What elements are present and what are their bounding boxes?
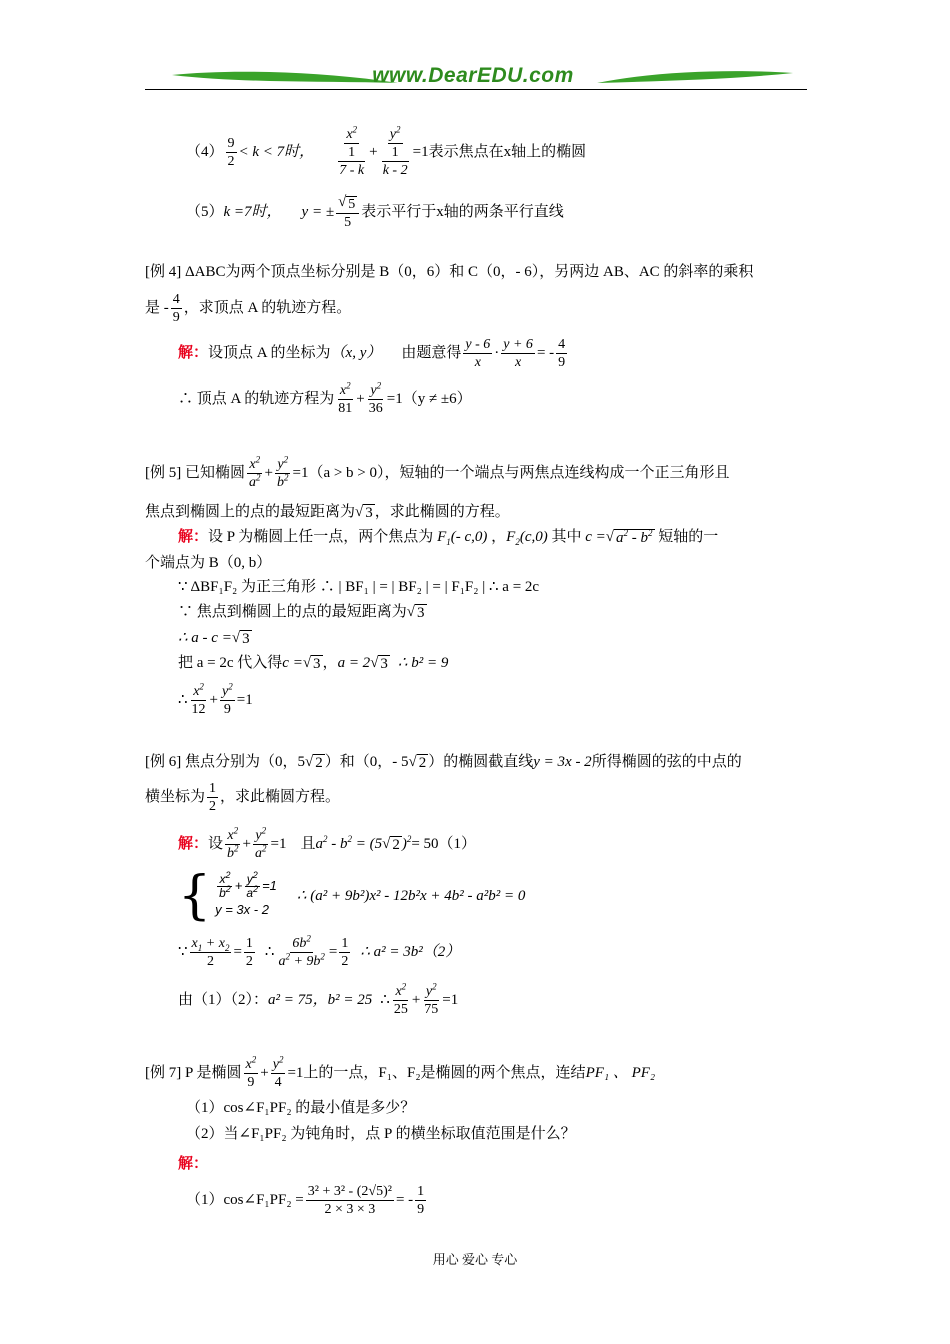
solution-text: 设顶点 A 的坐标为 <box>208 345 331 361</box>
numerator: 1 <box>245 935 253 951</box>
problem-text: ，求顶点 A 的轨迹方程。 <box>183 300 352 316</box>
numerator: $y^2$ <box>255 824 267 843</box>
denominator: x <box>474 354 481 370</box>
example-5-line-1: [例 5] 已知椭圆 $\frac{x^2}{a^2}$ + $\frac{y^2}{b^2}$ =1（a > b > 0），短轴的一个端点与两焦点连线构成一个正三角形且 <box>145 453 730 490</box>
problem-text: 已知椭圆 <box>185 465 246 481</box>
item-label: （4） <box>186 144 224 160</box>
denominator: $a^2 + 9b^2$ <box>278 950 325 969</box>
problem-text: 横坐标为 <box>145 789 206 805</box>
problem-text: 焦点分别为（0，5 <box>185 754 306 770</box>
denominator: x <box>514 354 522 370</box>
solution-text: 设 <box>208 836 224 852</box>
solution-text: ∴ a - c = <box>178 630 232 646</box>
numerator: $y^2$ <box>370 379 382 398</box>
example-5-solution-5: ∴ a - c = √ 3 <box>178 630 250 647</box>
numerator: $y^2$ <box>272 1053 284 1072</box>
denominator: 9 <box>247 1074 255 1090</box>
fraction <box>226 135 237 170</box>
fraction <box>422 980 440 1018</box>
example-6-line-1: [例 6] 焦点分别为（0，5 √ 2 ）和（0，- 5 √ 2 ）的椭圆截直线 y = 3x - 2 所得椭圆的弦的中点的 <box>145 754 742 771</box>
example-5-solution-4: ∵ 焦点到椭圆上的点的最短距离为 √ 3 <box>178 604 425 621</box>
problem-text: =1上的一点，F₁、F₂是椭圆的两个焦点，连结 <box>287 1065 586 1081</box>
numerator: $6b^2$ <box>292 932 311 951</box>
system-brace: { <box>178 866 212 926</box>
denominator: $b^2$ <box>276 471 289 490</box>
equation-system: $\frac{x^2}{b^2}$ + $\frac{y^2}{a^2}$ =1 y = 3x - 2 <box>215 869 277 917</box>
denominator: 5 <box>344 214 352 230</box>
denominator: 2 <box>209 798 217 814</box>
example-4-solution-2: ∴ 顶点 A 的轨迹方程为 $\frac{x^2}{81}$ + $\frac{y^2}{36}$ =1（y ≠ ±6） <box>178 379 472 416</box>
problem-text: =1（a > b > 0），短轴的一个端点与两焦点连线构成一个正三角形且 <box>292 465 730 481</box>
equation: a = 2 <box>337 655 371 671</box>
segments: PF₁ 、 PF₂ <box>585 1065 656 1081</box>
solution-text: 设 P 为椭圆上任一点，两个焦点为 <box>208 529 434 545</box>
solution-text: ∴ 顶点 A 的轨迹方程为 <box>178 391 335 407</box>
fraction <box>415 1183 426 1218</box>
site-logo: www.DearEDU.com <box>372 64 574 87</box>
solution-label: 解： <box>178 1156 209 1172</box>
denominator: 25 <box>393 1001 408 1017</box>
fraction <box>271 1053 286 1091</box>
denominator: 9 <box>417 1201 425 1217</box>
denominator: 12 <box>191 701 206 717</box>
solution-text: ∵ 焦点到椭圆上的点的最短距离为 <box>178 604 407 620</box>
example-5-solution-3 <box>178 577 539 597</box>
example-6-solution-1: 解： 设 $\frac{x^2}{b^2}$ + $\frac{y^2}{a^2}$ =1 且 $a^2 - b^2 = (5$ √ 2 )$^2$ = 50（1） <box>178 824 477 861</box>
example-6-solution-4: 由（1）（2）： a² = 75，b² = 25 ∴ $\frac{x^2}{25}$ + $\frac{y^2}{75}$ =1 <box>178 980 459 1017</box>
problem-text: P 是椭圆 <box>185 1065 242 1081</box>
example-4-line-2 <box>145 288 351 328</box>
numerator: $y^2$ <box>277 453 289 472</box>
denominator: 2 <box>245 953 253 969</box>
fraction <box>392 980 410 1018</box>
fraction <box>253 824 269 862</box>
denominator: 81 <box>338 400 353 416</box>
sub-denominator: 7 - k <box>339 162 365 178</box>
radicand: 5 <box>348 196 356 212</box>
denominator: 75 <box>424 1001 439 1017</box>
description: 表示焦点在x轴上的椭圆 <box>428 144 587 160</box>
fraction <box>207 780 218 815</box>
denominator: 2 <box>341 953 349 969</box>
numerator: $x^2$ <box>227 824 239 843</box>
fraction <box>171 291 182 326</box>
problem-text: ）的椭圆截直线 <box>428 754 534 770</box>
fraction <box>244 935 255 970</box>
problem-text: ）和（0，- 5 <box>324 754 409 770</box>
equation: a² = 75，b² = 25 <box>268 992 373 1008</box>
fraction <box>380 123 411 179</box>
example-5-solution-7: ∴ $\frac{x^2}{12}$ + $\frac{y^2}{9}$ =1 <box>178 680 253 717</box>
equation: ∴ (a² + 9b²)x² - 12b²x + 4b² - a²b² = 0 <box>296 888 526 904</box>
solution-text: ∵ ΔBF₁F₂ 为正三角形 ∴ | BF₁ | = | BF₂ | = | F₁F₂ | ∴ a = 2c <box>178 579 540 595</box>
example-7-solution-label <box>178 1154 208 1174</box>
solution-text: 由题意得 <box>401 345 462 361</box>
item-5-line <box>186 192 564 232</box>
description: 表示平行于x轴的两条平行直线 <box>361 204 564 220</box>
example-tag: [例 4] <box>145 264 182 280</box>
solution-text: 把 a = 2c 代入得 <box>178 655 283 671</box>
denominator: 1 k - 2 <box>382 144 408 178</box>
equals-one: =1 <box>412 144 429 160</box>
numerator: y + 6 <box>503 336 533 352</box>
equals: = - <box>395 1192 414 1208</box>
problem-text: ，求此椭圆的方程。 <box>374 504 510 520</box>
fraction <box>225 824 241 862</box>
fraction <box>339 935 350 970</box>
equation: ∴ b² = 9 <box>397 655 449 671</box>
denominator: $a^2$ <box>249 471 261 490</box>
numerator: √ 5 <box>336 194 359 214</box>
problem-text: ΔABC为两个顶点坐标分别是 B（0，6）和 C（0，- 6），另两边 AB、AC 的斜率的乘积 <box>185 264 754 280</box>
numerator: $x^2$ <box>249 453 261 472</box>
example-6-solution-2 <box>178 866 526 926</box>
fraction <box>190 935 232 970</box>
numerator: $x^2$ <box>193 680 204 699</box>
denominator: $a^2$ <box>255 842 267 861</box>
numerator: $y^2$ <box>389 123 401 142</box>
denominator: 9 <box>172 309 180 325</box>
numerator: 1 <box>417 1183 425 1199</box>
equation-condition: =1（y ≠ ±6） <box>386 391 472 407</box>
problem-text: 焦点到椭圆上的点的最短距离为 <box>145 504 356 520</box>
question-text: （2）当∠F₁PF₂ 为钝角时，点 P 的横坐标取值范围是什么？ <box>186 1126 576 1142</box>
solution-text: 短轴的一 <box>658 529 719 545</box>
solution-text: 个端点为 B（0, b） <box>145 555 272 571</box>
numerator: $x^2$ <box>339 379 351 398</box>
fraction <box>463 336 492 371</box>
numerator: 4 <box>558 336 566 352</box>
condition: k =7时， <box>223 204 282 220</box>
solution-text: 其中 <box>551 529 582 545</box>
equation: ∴ a² = 3b²（2） <box>360 944 461 960</box>
sub-denominator: k - 2 <box>382 162 408 178</box>
denominator: 2 × 3 × 3 <box>324 1201 376 1217</box>
coordinate: （x, y） <box>330 345 382 361</box>
solution-label: 解： <box>178 836 209 852</box>
fraction <box>367 379 385 417</box>
example-5-solution-6: 把 a = 2c 代入得 c = √ 3 ， a = 2 √ 3 ∴ b² = 9 <box>178 655 449 672</box>
numerator: 1 <box>341 935 349 951</box>
item-4-line: （4） $\frac{9}{2}$ < k < 7时， $x^2$ 1 7 - k + $y^2$ 1 k - 2 =1 表示焦点在x轴上的椭圆 <box>186 123 587 178</box>
example-5-solution-1: 解： 设 P 为椭圆上任一点，两个焦点为 $F_1(-$ c,0) ， $F_2(c,0)$ 其中 c = √ $a^2 - b^2$ 短轴的一 <box>178 528 719 547</box>
example-tag: [例 7] <box>145 1065 182 1081</box>
fraction <box>501 336 535 371</box>
numerator: $x^2$ <box>395 980 407 999</box>
fraction <box>306 1183 394 1218</box>
example-tag: [例 6] <box>145 754 182 770</box>
problem-text: 所得椭圆的弦的中点的 <box>591 754 742 770</box>
numerator: 3² + 3² - (2√5)² <box>307 1183 392 1199</box>
line-equation: y = 3x - 2 <box>533 754 592 770</box>
numerator: $x^2$ <box>346 123 358 142</box>
equation-lhs: y = ± <box>301 204 335 220</box>
example-4-line-1 <box>145 262 753 282</box>
fraction <box>276 932 326 970</box>
solution-text: ∴ <box>178 692 188 708</box>
example-7-question-1 <box>186 1098 415 1118</box>
fraction <box>190 680 208 718</box>
fraction <box>336 194 359 231</box>
example-7-line-1: [例 7] P 是椭圆 $\frac{x^2}{9}$ + $\frac{y^2}{4}$ =1上的一点，F₁、F₂是椭圆的两个焦点，连结 PF₁ 、 PF₂ <box>145 1053 656 1090</box>
example-7-question-2 <box>186 1124 576 1144</box>
example-4-solution-1: 解： 设顶点 A 的坐标为 （x, y） 由题意得 $\frac{y - 6}{x}$ · $\frac{y + 6}{x}$ = - $\frac{4}{9}$ <box>178 336 566 370</box>
problem-text: 是 - <box>145 300 169 316</box>
denominator: 9 <box>223 701 231 717</box>
equation: c = <box>282 655 303 671</box>
fraction <box>336 379 354 417</box>
denominator: 9 <box>558 354 566 370</box>
item-label: （5） <box>186 204 224 220</box>
question-text: （1）cos∠F₁PF₂ 的最小值是多少？ <box>186 1100 416 1116</box>
numerator: $y^2$ <box>425 980 437 999</box>
numerator: $x_1 + x_2$ <box>191 935 230 953</box>
denominator: 36 <box>368 400 383 416</box>
numerator: $x^2$ <box>245 1053 257 1072</box>
page-footer: 用心 爱心 专心 <box>432 1252 518 1267</box>
numerator: $y^2$ <box>222 680 233 699</box>
denominator: 2 <box>227 153 235 169</box>
fraction <box>247 453 263 491</box>
equation: = 50（1） <box>411 836 477 852</box>
example-tag: [例 5] <box>145 465 182 481</box>
numerator: 1 <box>209 780 217 796</box>
example-6-solution-3: ∵ $\frac{x_1 + x_2}{2}$ = $\frac{1}{2}$ ∴ $\frac{6b^2}{a^2 + 9b^2}$ = $\frac{1}{2}$ ∴ a² = 3b²（2） <box>178 932 461 969</box>
fraction <box>336 123 367 179</box>
denominator: 4 <box>274 1074 282 1090</box>
denominator: 1 7 - k <box>339 144 365 178</box>
solution-text: 由（1）（2）： <box>178 992 269 1008</box>
denominator: 2 <box>206 953 214 969</box>
solution-text: （1）cos∠F₁PF₂ = <box>186 1192 304 1208</box>
fraction <box>244 1053 259 1091</box>
condition: < k < 7时， <box>238 144 315 160</box>
problem-text: ，求此椭圆方程。 <box>220 789 341 805</box>
denominator: $b^2$ <box>227 842 239 861</box>
solution-text: ∴ <box>380 992 390 1008</box>
numerator: 4 <box>172 291 180 307</box>
numerator: 9 <box>227 135 235 151</box>
solution-text: 且 <box>300 836 316 852</box>
fraction <box>220 680 235 718</box>
fraction <box>275 453 291 491</box>
solution-label: 解： <box>178 345 209 361</box>
example-7-solution-1 <box>186 1178 428 1222</box>
fraction <box>556 336 567 371</box>
numerator: y - 6 <box>465 336 491 352</box>
example-5-line-2: 焦点到椭圆上的点的最短距离为 √ 3 ，求此椭圆的方程。 <box>145 504 510 521</box>
solution-label: 解： <box>178 529 209 545</box>
example-6-line-2 <box>145 776 340 818</box>
example-5-solution-2 <box>145 553 271 573</box>
